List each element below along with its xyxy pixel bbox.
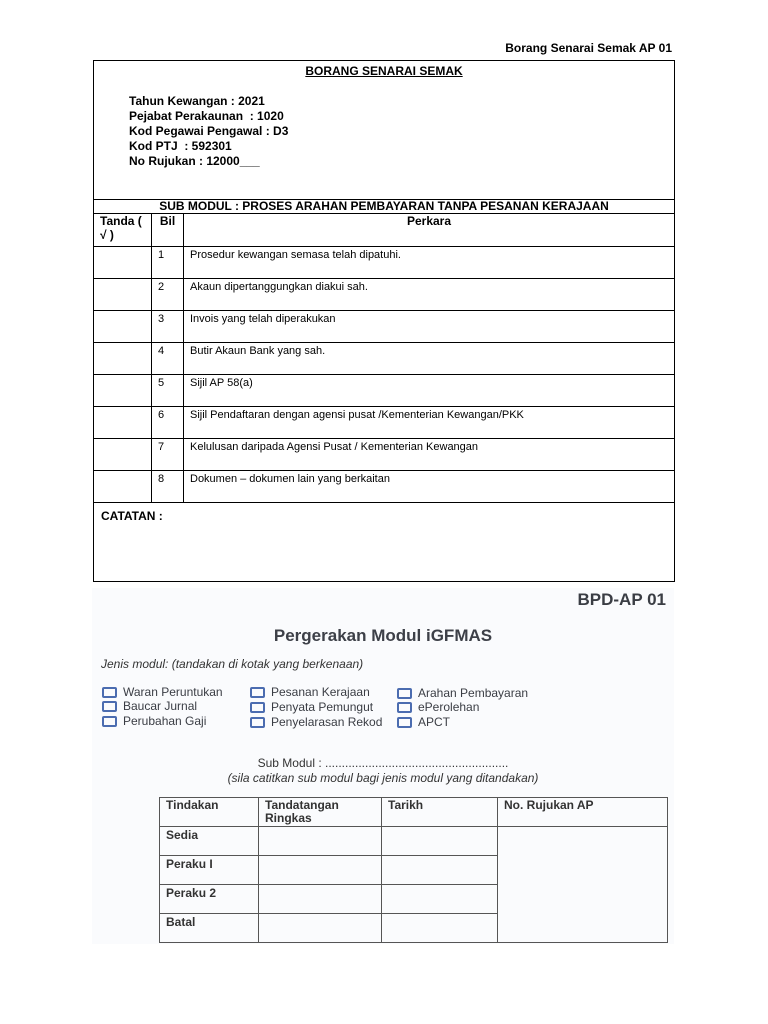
perkara-cell: Sijil AP 58(a): [184, 375, 675, 407]
checkbox-icon[interactable]: [250, 687, 265, 698]
scan-title: Pergerakan Modul iGFMAS: [273, 626, 493, 645]
form-code: BPD-AP 01: [577, 590, 666, 609]
checkbox-icon[interactable]: [102, 716, 117, 727]
module-instruction: Jenis modul: (tandakan di kotak yang berkenaan): [101, 657, 364, 671]
perkara-cell: Kelulusan daripada Agensi Pusat / Kementerian Kewangan: [184, 439, 675, 471]
tanda-cell[interactable]: [94, 343, 152, 375]
bil-cell: 3: [152, 311, 184, 343]
reference-cell[interactable]: [498, 827, 668, 943]
option-pesanan-kerajaan[interactable]: [250, 685, 370, 699]
signature-cell[interactable]: [259, 856, 382, 885]
action-label: Batal: [160, 914, 259, 943]
checkbox-icon[interactable]: [102, 701, 117, 712]
tanda-cell[interactable]: [94, 439, 152, 471]
checkbox-icon[interactable]: [397, 688, 412, 699]
table-row: [94, 439, 675, 471]
catatan-label: CATATAN :: [101, 509, 163, 523]
perkara-cell: Akaun dipertanggungkan diakui sah.: [184, 279, 675, 311]
approval-table: [159, 797, 668, 943]
date-cell[interactable]: [382, 885, 498, 914]
bil-cell: 1: [152, 247, 184, 279]
form-info-block: [129, 94, 288, 169]
option-arahan-pembayaran[interactable]: [397, 686, 528, 700]
option-label: Pesanan Kerajaan: [271, 685, 370, 699]
table-row: [160, 827, 668, 856]
sub-modul-title: SUB MODUL : PROSES ARAHAN PEMBAYARAN TANPA PESANAN KERAJAAN: [94, 200, 675, 214]
document-code-label: Borang Senarai Semak AP 01: [505, 41, 672, 55]
header-tandatangan: Tandatangan Ringkas: [259, 798, 382, 827]
checklist-table: [93, 199, 675, 503]
table-row: [94, 311, 675, 343]
date-cell[interactable]: [382, 856, 498, 885]
info-tahun-kewangan: Tahun Kewangan : 2021: [129, 94, 265, 108]
option-penyata-pemungut[interactable]: [250, 700, 373, 714]
option-baucar-jurnal[interactable]: [102, 699, 197, 713]
signature-cell[interactable]: [259, 827, 382, 856]
perkara-cell: Sijil Pendaftaran dengan agensi pusat /Kementerian Kewangan/PKK: [184, 407, 675, 439]
info-kod-pegawai-pengawal: Kod Pegawai Pengawal : D3: [129, 124, 289, 138]
info-kod-ptj: Kod PTJ : 592301: [129, 139, 232, 153]
signature-cell[interactable]: [259, 885, 382, 914]
option-apct[interactable]: [397, 715, 450, 729]
header-tarikh: Tarikh: [382, 798, 498, 827]
checklist-form: [93, 60, 675, 582]
table-row: [94, 247, 675, 279]
approval-header-row: [160, 798, 668, 827]
perkara-cell: Butir Akaun Bank yang sah.: [184, 343, 675, 375]
info-no-rujukan: No Rujukan : 12000___: [129, 154, 260, 168]
table-row: [94, 407, 675, 439]
signature-cell[interactable]: [259, 914, 382, 943]
info-pejabat-perakaunan: Pejabat Perakaunan : 1020: [129, 109, 284, 123]
form-title: BORANG SENARAI SEMAK: [305, 64, 463, 78]
perkara-cell: Dokumen – dokumen lain yang berkaitan: [184, 471, 675, 503]
sub-modul-note: (sila catitkan sub modul bagi jenis modul yang ditandakan): [227, 771, 539, 785]
option-label: ePerolehan: [418, 700, 480, 714]
sub-modul-line: Sub Modul : .......................................................: [257, 756, 509, 770]
option-label: Arahan Pembayaran: [418, 686, 529, 700]
option-label: Perubahan Gaji: [123, 714, 207, 728]
checkbox-icon[interactable]: [250, 717, 265, 728]
bil-cell: 2: [152, 279, 184, 311]
header-no-rujukan: No. Rujukan AP: [498, 798, 668, 827]
table-row: [94, 343, 675, 375]
igfmas-movement-form: [92, 588, 674, 944]
option-perubahan-gaji[interactable]: [102, 714, 206, 728]
option-waran-peruntukan[interactable]: [102, 685, 223, 699]
bil-cell: 7: [152, 439, 184, 471]
option-label: Penyata Pemungut: [271, 700, 374, 714]
action-label: Peraku 2: [160, 885, 259, 914]
tanda-cell[interactable]: [94, 311, 152, 343]
header-bil: Bil: [152, 214, 184, 247]
option-label: Penyelarasan Rekod: [271, 715, 383, 729]
tanda-cell[interactable]: [94, 247, 152, 279]
checkbox-icon[interactable]: [250, 702, 265, 713]
table-row: [94, 375, 675, 407]
checkbox-icon[interactable]: [397, 717, 412, 728]
action-label: Peraku I: [160, 856, 259, 885]
date-cell[interactable]: [382, 827, 498, 856]
bil-cell: 6: [152, 407, 184, 439]
header-perkara: Perkara: [184, 214, 675, 247]
header-tanda: Tanda ( √ ): [94, 214, 152, 247]
bil-cell: 5: [152, 375, 184, 407]
checkbox-icon[interactable]: [397, 702, 412, 713]
tanda-cell[interactable]: [94, 471, 152, 503]
option-label: Baucar Jurnal: [123, 699, 198, 713]
table-row: [94, 471, 675, 503]
option-penyelarasan-rekod[interactable]: [250, 715, 382, 729]
checkbox-icon[interactable]: [102, 687, 117, 698]
bil-cell: 8: [152, 471, 184, 503]
table-row: [94, 279, 675, 311]
sub-modul-row: [94, 200, 675, 214]
bil-cell: 4: [152, 343, 184, 375]
perkara-cell: Invois yang telah diperakukan: [184, 311, 675, 343]
tanda-cell[interactable]: [94, 279, 152, 311]
action-label: Sedia: [160, 827, 259, 856]
table-header-row: [94, 214, 675, 247]
option-label: APCT: [418, 715, 451, 729]
tanda-cell[interactable]: [94, 375, 152, 407]
option-eperolehan[interactable]: [397, 700, 479, 714]
perkara-cell: Prosedur kewangan semasa telah dipatuhi.: [184, 247, 675, 279]
date-cell[interactable]: [382, 914, 498, 943]
option-label: Waran Peruntukan: [123, 685, 223, 699]
header-tindakan: Tindakan: [160, 798, 259, 827]
tanda-cell[interactable]: [94, 407, 152, 439]
